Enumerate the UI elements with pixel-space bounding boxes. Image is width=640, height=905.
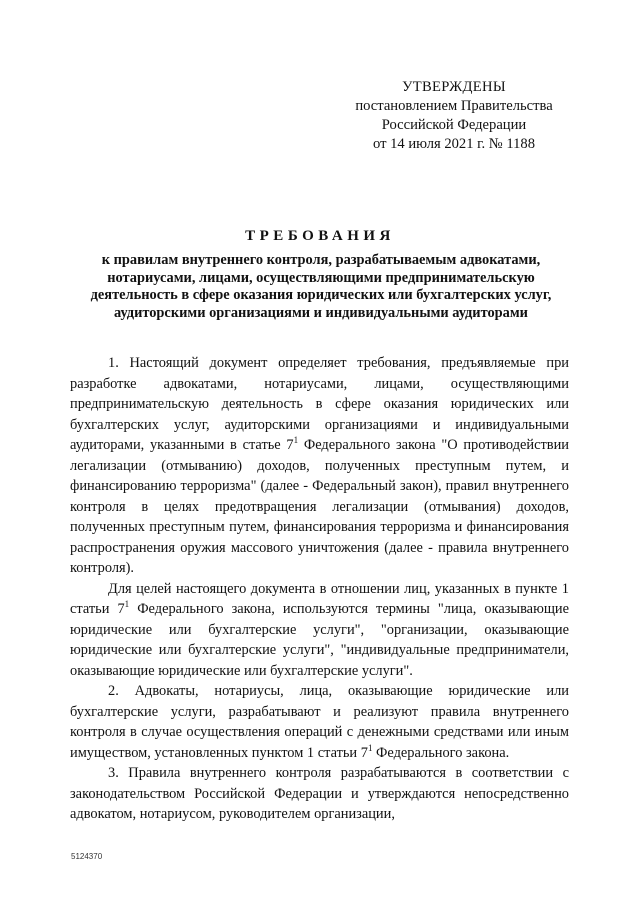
document-subtitle: к правилам внутреннего контроля, разрабатываемым адвокатами, нотариусами, лицами, осуществляющими предпринимательскую деятельность в сфере оказания юридических или бухгалтерских услуг, аудиторскими организациями и индивидуальными аудиторами	[90, 252, 552, 321]
approval-line-3: от 14 июля 2021 г. № 1188	[372, 136, 536, 152]
approval-line-1: постановлением Правительства	[355, 98, 553, 114]
document-body	[70, 353, 569, 825]
superscript-3: 1	[367, 742, 373, 753]
paragraph-3-text-b: Федерального закона.	[372, 744, 510, 761]
superscript-2: 1	[124, 599, 130, 610]
paragraph-3-text-a: 2. Адвокаты, нотариусы, лица, оказывающие юридические или бухгалтерские услуги, разрабатывают и реализуют правила внутреннего контроля в случае осуществления операций с денежными средствами или иным имуществом, установленных пунктом 1 статьи 7	[70, 683, 569, 761]
approval-line-2: Российской Федерации	[381, 117, 527, 133]
paragraph-1	[70, 353, 569, 579]
paragraph-2-text-a: Для целей настоящего документа в отношении лиц, указанных в пункте 1 статьи 7	[70, 580, 569, 617]
paragraph-2	[70, 579, 569, 682]
approval-stamp	[344, 78, 564, 154]
paragraph-1-text-a: 1. Настоящий документ определяет требования, предъявляемые при разработке адвокатами, нотариусами, лицами, осуществляющими предпринимательскую деятельность в сфере оказания юридических или бухгалтерских услуг, аудиторскими организациями и индивидуальными аудиторами, указанными в статье 7	[70, 355, 569, 453]
paragraph-2-text-b: Федерального закона, используются термины "лица, оказывающие юридические или бухгалтерские услуги", "организации, оказывающие юридические или бухгалтерские услуги", "индивидуальные предприниматели, оказывающие юридические или бухгалтерские услуги".	[70, 601, 569, 679]
document-number: 5124370	[71, 852, 103, 861]
superscript-1: 1	[293, 435, 299, 446]
paragraph-1-text-b: Федерального закона "О противодействии легализации (отмыванию) доходов, полученных преступным путем, и финансированию терроризма" (далее - Федеральный закон), правил внутреннего контроля в целях предотвращения легализации (отмывания) доходов, полученных преступным путем, финансирования терроризма и финансирования распространения оружия массового уничтожения (далее - правила внутреннего контроля).	[70, 437, 569, 576]
document-title: ТРЕБОВАНИЯ	[245, 228, 395, 244]
paragraph-3	[70, 681, 569, 763]
paragraph-4: 3. Правила внутреннего контроля разрабатываются в соответствии с законодательством Российской Федерации и утверждаются непосредственно адвокатом, нотариусом, руководителем организации,	[70, 765, 569, 822]
approval-heading: УТВЕРЖДЕНЫ	[402, 79, 506, 95]
